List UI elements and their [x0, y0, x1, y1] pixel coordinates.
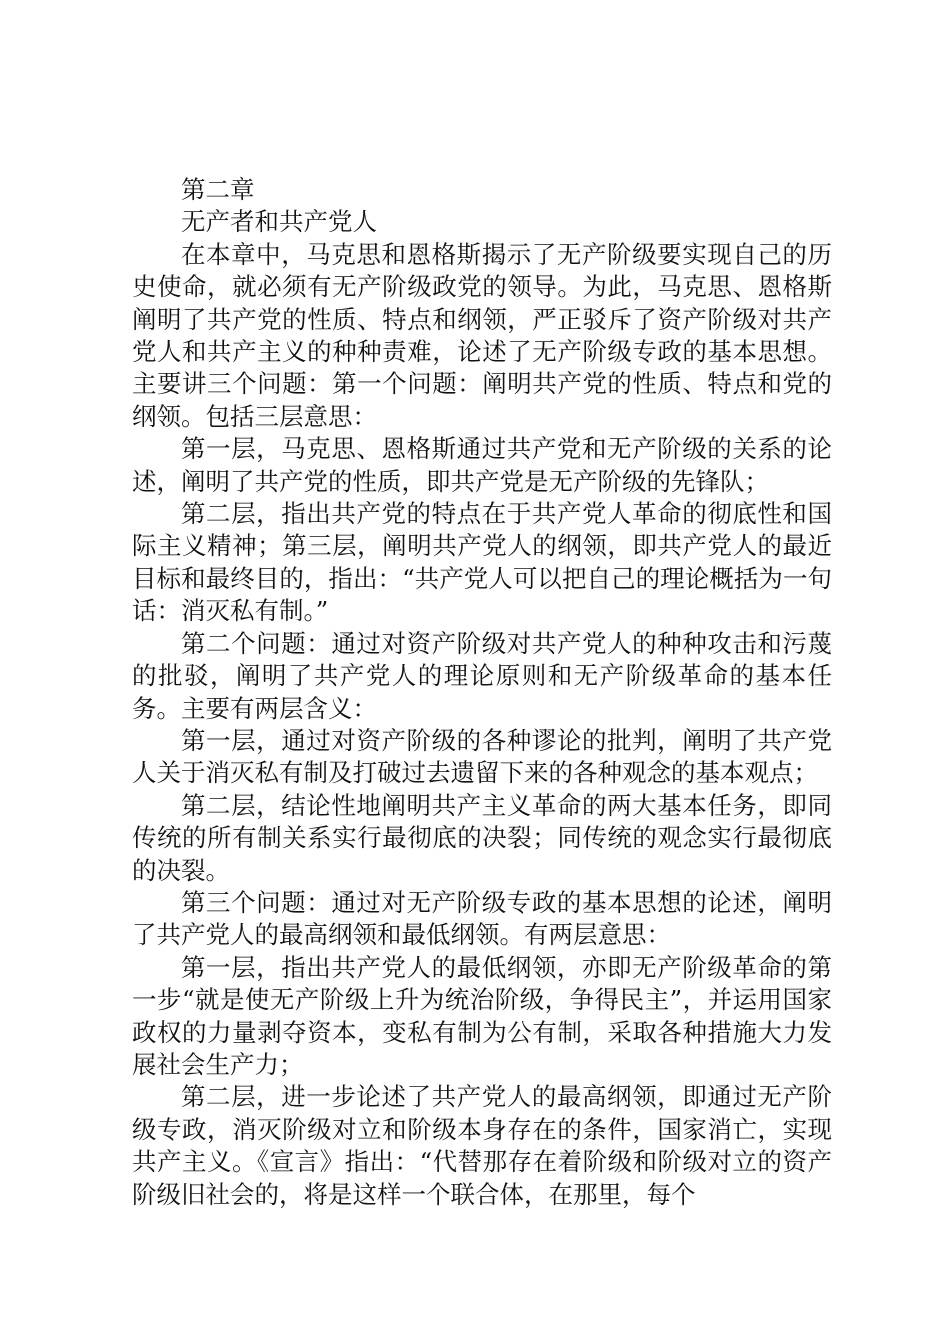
paragraph: 第一层，马克思、恩格斯通过共产党和无产阶级的关系的论述，阐明了共产党的性质，即共产党是无产阶级的先锋队； [132, 434, 832, 496]
paragraph: 第二层，进一步论述了共产党人的最高纲领，即通过无产阶级专政，消灭阶级对立和阶级本身存在的条件，国家消亡，实现共产主义。《宣言》指出：“代替那存在着阶级和阶级对立的资产阶级旧社会的，将是这样一个联合体，在那里，每个 [132, 1082, 832, 1209]
document-body [132, 174, 832, 1211]
paragraph: 第二层，指出共产党的特点在于共产党人革命的彻底性和国际主义精神；第三层，阐明共产党人的纲领，即共产党人的最近目标和最终目的，指出：“共产党人可以把自己的理论概括为一句话：消灭私有制。” [132, 499, 832, 626]
paragraph: 第二层，结论性地阐明共产主义革命的两大基本任务，即同传统的所有制关系实行最彻底的决裂；同传统的观念实行最彻底的决裂。 [132, 790, 832, 885]
paragraph: 在本章中，马克思和恩格斯揭示了无产阶级要实现自己的历史使命，就必须有无产阶级政党的领导。为此，马克思、恩格斯阐明了共产党的性质、特点和纲领，严正驳斥了资产阶级对共产党人和共产主义的种种责难，论述了无产阶级专政的基本思想。主要讲三个问题：第一个问题：阐明共产党的性质、特点和党的纲领。包括三层意思： [132, 239, 832, 431]
paragraph: 第一层，指出共产党人的最低纲领，亦即无产阶级革命的第一步“就是使无产阶级上升为统治阶级，争得民主”，并运用国家政权的力量剥夺资本，变私有制为公有制，采取各种措施大力发展社会生产力； [132, 952, 832, 1079]
paragraph: 第二个问题：通过对资产阶级对共产党人的种种攻击和污蔑的批驳，阐明了共产党人的理论原则和无产阶级革命的基本任务。主要有两层含义： [132, 628, 832, 723]
chapter-heading: 第二章 [181, 175, 255, 204]
paragraph: 第一层，通过对资产阶级的各种谬论的批判，阐明了共产党人关于消灭私有制及打破过去遗留下来的各种观念的基本观点； [132, 725, 832, 788]
chapter-title: 无产者和共产党人 [181, 207, 377, 237]
paragraph: 第三个问题：通过对无产阶级专政的基本思想的论述，阐明了共产党人的最高纲领和最低纲领。有两层意思： [132, 887, 832, 950]
